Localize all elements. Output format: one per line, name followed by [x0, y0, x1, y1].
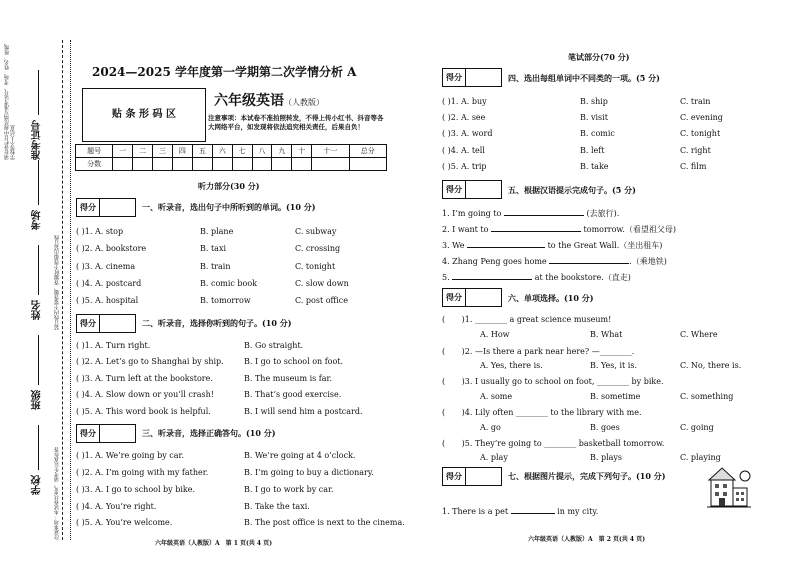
- s6-q1: ( )1. ________ a great science museum!: [442, 315, 612, 324]
- s6-q1-c: C. Where: [680, 330, 718, 339]
- s1-q2-b: B. taxi: [200, 244, 227, 253]
- score-box-s7: 得分: [442, 467, 502, 486]
- s2-q2-b: B. I go to school on foot.: [244, 357, 344, 366]
- s3-q4-a: ( )4. A. You’re right.: [76, 502, 157, 511]
- s3-q5-a: ( )5. A. You’re welcome.: [76, 518, 173, 527]
- s4-q1-b: B. ship: [580, 97, 608, 106]
- score-table-header-row: 题号 一 二 三 四 五 六 七 八 九 十 十一 总分: [76, 145, 387, 158]
- s5-q1: 1. I’m going to (去旅行).: [442, 209, 620, 218]
- s1-q2-a: ( )2. A. bookstore: [76, 244, 147, 253]
- s4-q5-c: C. film: [680, 162, 707, 171]
- s1-q3-c: C. tonight: [295, 262, 336, 271]
- score-box-s5: 得分: [442, 180, 502, 199]
- score-box-s4: 得分: [442, 68, 502, 87]
- exam-id-label: 准考证号: [32, 120, 43, 160]
- s4-q2-a: ( )2. A. see: [442, 113, 486, 122]
- s6-q3: ( )3. I usually go to school on foot, ________ by bike.: [442, 377, 664, 386]
- s6-q2-c: C. No, there is.: [680, 361, 742, 370]
- s5-q4-blank[interactable]: [549, 263, 629, 264]
- s4-q2-c: C. evening: [680, 113, 723, 122]
- s6-q3-b: B. sometime: [590, 392, 641, 401]
- s2-q5-a: ( )5. A. This word book is helpful.: [76, 407, 211, 416]
- barcode-area: 贴 条 形 码 区: [82, 88, 206, 142]
- page-footer-1: 六年级英语（人教版）A 第 1 页(共 4 页): [155, 540, 273, 547]
- margin-note-1: 请在各栏目中规范填写准考证号、考场、姓名、班级、学校等个人信息: [4, 40, 16, 160]
- s4-q4-a: ( )4. A. tell: [442, 146, 485, 155]
- s2-q3-b: B. The museum is far.: [244, 374, 333, 383]
- class-label: 班级: [32, 390, 43, 410]
- s1-q5-a: ( )5. A. hospital: [76, 296, 139, 305]
- listening-title: 听力部分(30 分): [198, 181, 260, 191]
- s6-q2: ( )2. —Is there a park near here? —________.: [442, 347, 635, 356]
- margin-note-2: 装订线内不要答题，答题时不得超出装订线: [54, 235, 60, 330]
- s4-q4-b: B. left: [580, 146, 605, 155]
- s6-q5-a: A. play: [480, 453, 508, 462]
- s1-q3-b: B. train: [200, 262, 231, 271]
- s7-q1-blank[interactable]: [511, 513, 555, 514]
- s6-q5-c: C. playing: [680, 453, 721, 462]
- score-box-s3: 得分: [76, 424, 136, 443]
- s2-q1-a: ( )1. A. Turn right.: [76, 341, 151, 350]
- city-pet-store-picture: [705, 462, 753, 512]
- s1-q2-c: C. crossing: [295, 244, 341, 253]
- s2-q4-a: ( )4. A. Slow down or you’ll crash!: [76, 390, 214, 399]
- school-label: 学校: [32, 475, 43, 495]
- s1-q5-b: B. tomorrow: [200, 296, 251, 305]
- score-box-s2: 得分: [76, 314, 136, 333]
- s4-q3-c: C. tonight: [680, 129, 721, 138]
- name-label: 姓名: [32, 300, 43, 320]
- s6-q2-b: B. Yes, it is.: [590, 361, 637, 370]
- s1-q1-c: C. subway: [295, 227, 337, 236]
- s3-q5-b: B. The post office is next to the cinema.: [244, 518, 405, 527]
- s4-title: 四、选出每组单词中不同类的一项。(5 分): [508, 73, 660, 83]
- s2-q3-a: ( )3. A. Turn left at the bookstore.: [76, 374, 213, 383]
- s1-q4-c: C. slow down: [295, 279, 349, 288]
- page-footer-2: 六年级英语（人教版）A 第 2 页(共 4 页): [528, 536, 646, 543]
- score-table-score-row: 分数: [76, 158, 387, 171]
- s2-q4-b: B. That’s good exercise.: [244, 390, 342, 399]
- s2-q5-b: B. I will send him a postcard.: [244, 407, 363, 416]
- subject-title: 六年级英语（人教版）: [214, 93, 324, 109]
- s2-q2-a: ( )2. A. Let’s go to Shanghai by ship.: [76, 357, 224, 366]
- s5-q5-blank[interactable]: [452, 279, 532, 280]
- s5-q3: 3. We to the Great Wall.（坐出租车): [442, 241, 663, 250]
- s6-q5: ( )5. They’re going to ________ basketball tomorrow.: [442, 439, 665, 448]
- score-table: [75, 144, 387, 171]
- margin-note-3: 注意事项：本试卷共4页，请考生认真作答: [54, 446, 60, 540]
- s6-q3-a: A. some: [480, 392, 513, 401]
- s3-q4-b: B. Take the taxi.: [244, 502, 310, 511]
- exam-title: 2024—2025 学年度第一学期第二次学情分析 A: [92, 65, 357, 79]
- s4-q2-b: B. visit: [580, 113, 608, 122]
- s1-q4-a: ( )4. A. postcard: [76, 279, 142, 288]
- score-box-s6: 得分: [442, 288, 502, 307]
- s2-q1-b: B. Go straight.: [244, 341, 304, 350]
- s3-q2-a: ( )2. A. I’m going with my father.: [76, 468, 209, 477]
- s6-title: 六、单项选择。(10 分): [508, 293, 594, 303]
- s3-q1-a: ( )1. A. We’re going by car.: [76, 451, 185, 460]
- score-box-s1: 得分: [76, 198, 136, 217]
- s6-q4-a: A. go: [480, 423, 501, 432]
- exam-notice: 注意事项：本试卷不准拍照转发，不得上传小红书、抖音等各大网络平台，如发现将依法追究相关责任，后果自负！: [208, 114, 384, 131]
- s6-q4: ( )4. Lily often ________ to the library with me.: [442, 408, 642, 417]
- s2-title: 二、听录音，选择你听到的句子。(10 分): [142, 318, 292, 328]
- s5-q5: 5. at the bookstore.（直走): [442, 273, 631, 282]
- s5-q2-blank[interactable]: [491, 231, 581, 232]
- s4-q1-a: ( )1. A. buy: [442, 97, 487, 106]
- s5-q2: 2. I want to tomorrow.（看望祖父母): [442, 225, 676, 234]
- s6-q2-a: A. Yes, there is.: [480, 361, 543, 370]
- s3-q2-b: B. I’m going to buy a dictionary.: [244, 468, 374, 477]
- s4-q3-a: ( )3. A. word: [442, 129, 493, 138]
- s3-q3-b: B. I go to work by car.: [244, 485, 334, 494]
- s1-q1-a: ( )1. A. stop: [76, 227, 124, 236]
- s7-q1: 1. There is a pet in my city.: [442, 507, 599, 516]
- s1-q3-a: ( )3. A. cinema: [76, 262, 136, 271]
- s1-q1-b: B. plane: [200, 227, 234, 236]
- s4-q5-a: ( )5. A. trip: [442, 162, 487, 171]
- s5-q1-blank[interactable]: [504, 215, 584, 216]
- s3-q1-b: B. We’re going at 4 o’clock.: [244, 451, 356, 460]
- s5-q4: 4. Zhang Peng goes home .（乘地铁): [442, 257, 667, 266]
- s4-q4-c: C. right: [680, 146, 711, 155]
- s1-q4-b: B. comic book: [200, 279, 258, 288]
- exam-room-label: 考场: [32, 210, 43, 230]
- s5-title: 五、根据汉语提示完成句子。(5 分): [508, 185, 636, 195]
- s7-title: 七、根据图片提示，完成下列句子。(10 分): [508, 471, 666, 481]
- s6-q4-b: B. goes: [590, 423, 620, 432]
- s5-q3-blank[interactable]: [467, 247, 545, 248]
- written-title: 笔试部分(70 分): [568, 52, 630, 62]
- s6-q3-c: C. something: [680, 392, 734, 401]
- s6-q1-a: A. How: [480, 330, 510, 339]
- s1-title: 一、听录音，选出句子中所听到的单词。(10 分): [142, 202, 316, 212]
- s3-q3-a: ( )3. A. I go to school by bike.: [76, 485, 196, 494]
- s6-q1-b: B. What: [590, 330, 623, 339]
- s4-q5-b: B. take: [580, 162, 609, 171]
- s6-q5-b: B. plays: [590, 453, 623, 462]
- s1-q5-c: C. post office: [295, 296, 348, 305]
- s6-q4-c: C. going: [680, 423, 714, 432]
- s3-title: 三、听录音，选择正确答句。(10 分): [142, 428, 276, 438]
- s4-q3-b: B. comic: [580, 129, 615, 138]
- s4-q1-c: C. train: [680, 97, 711, 106]
